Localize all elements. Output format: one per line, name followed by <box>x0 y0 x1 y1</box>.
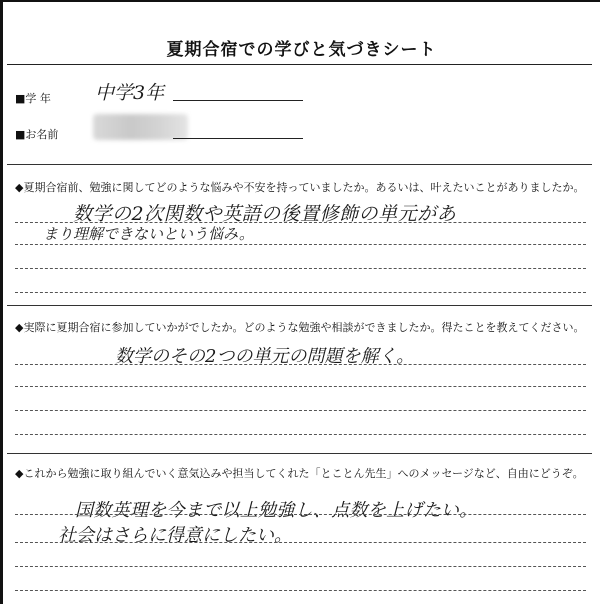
answer-2-rule-1 <box>15 364 586 365</box>
answer-3-line-1: 国数英理を今まで以上勉強し、点数を上げたい。 <box>75 500 478 521</box>
question-1: ◆夏期合宿前、勉強に関してどのような悩みや不安を持っていましたか。あるいは、叶えたいことがありましたか。 <box>15 181 585 194</box>
section-divider-1 <box>7 164 592 165</box>
name-line <box>173 138 303 139</box>
answer-3-rule-1 <box>15 514 586 515</box>
answer-2-rule-4 <box>15 434 586 435</box>
answer-1-rule-3 <box>15 268 586 269</box>
name-redaction <box>93 114 188 140</box>
answer-1-line-2: まり理解できないという悩み。 <box>43 225 254 243</box>
section-divider-3 <box>7 453 592 454</box>
answer-3-rule-3 <box>15 566 586 567</box>
grade-value: 中学3年 <box>95 82 165 104</box>
section-divider-2 <box>7 305 592 306</box>
answer-2-rule-3 <box>15 410 586 411</box>
grade-line <box>173 100 303 101</box>
title-divider <box>7 64 592 65</box>
sheet-title: 夏期合宿での学びと気づきシート <box>166 40 437 60</box>
name-label: ■お名前 <box>15 128 59 141</box>
answer-2-rule-2 <box>15 386 586 387</box>
question-2: ◆実際に夏期合宿に参加していかがでしたか。どのような勉強や相談ができましたか。得たことを教えてください。 <box>15 321 585 334</box>
answer-2-line-1: 数学のその2つの単元の問題を解く。 <box>115 346 415 367</box>
answer-1-line-1: 数学の2次関数や英語の後置修飾の単元があ <box>73 203 457 225</box>
answer-1-rule-2 <box>15 244 586 245</box>
question-3: ◆これから勉強に取り組んでいく意気込みや担当してくれた「とことん先生」へのメッセージなど、自由にどうぞ。 <box>15 467 584 480</box>
answer-3-rule-4 <box>15 590 586 591</box>
answer-1-rule-4 <box>15 292 586 293</box>
grade-label: ■学 年 <box>15 92 51 105</box>
answer-3-rule-2 <box>15 542 586 543</box>
answer-3-line-2: 社会はさらに得意にしたい。 <box>58 525 292 546</box>
